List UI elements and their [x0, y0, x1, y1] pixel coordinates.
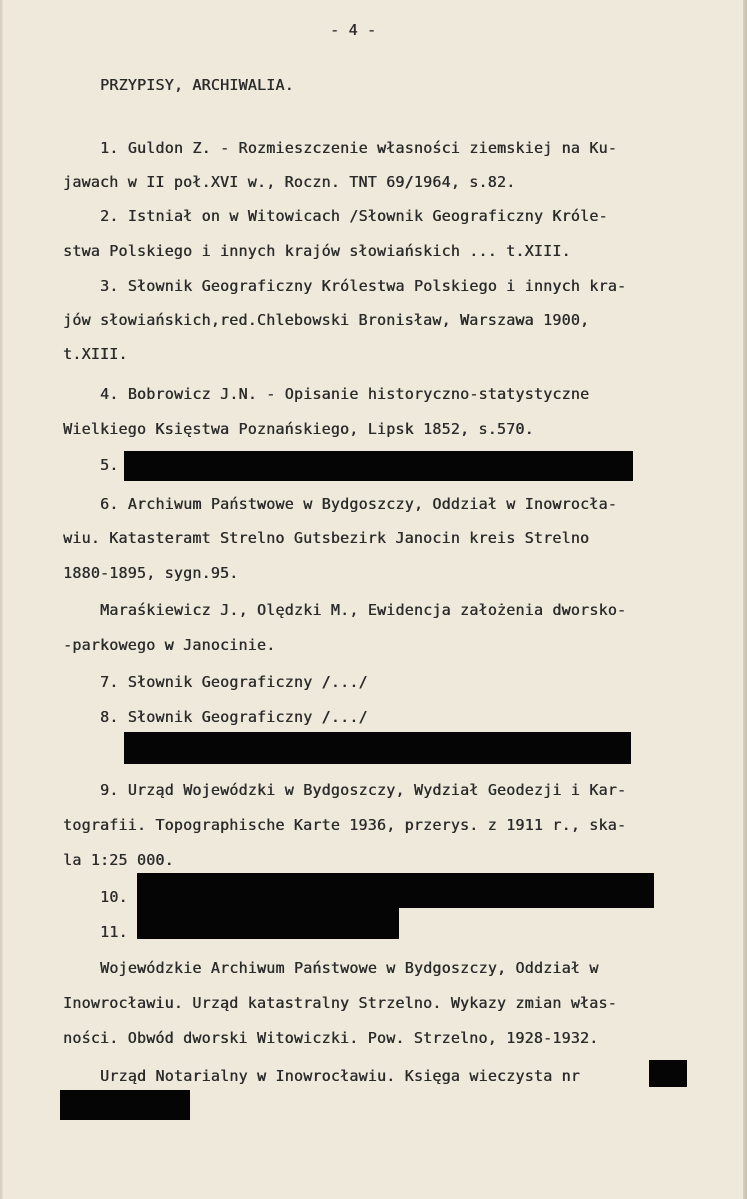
footnote-6-line-3: 1880-1895, sygn.95.: [63, 564, 239, 582]
footnote-11-line-1: Wojewódzkie Archiwum Państwowe w Bydgoszczy, Oddział w: [100, 959, 599, 977]
footnote-11-line-3: ności. Obwód dworski Witowiczki. Pow. Strzelno, 1928-1932.: [63, 1029, 599, 1047]
footnote-2-line-2: stwa Polskiego i innych krajów słowiańskich ... t.XIII.: [63, 242, 571, 260]
redaction-bar: [124, 732, 631, 764]
footnote-6-line-5: -parkowego w Janocinie.: [63, 636, 276, 654]
footnote-9-line-2: tografii. Topographische Karte 1936, przerys. z 1911 r., ska-: [63, 816, 627, 834]
footnote-11-number: 11.: [100, 923, 128, 941]
redaction-bar: [60, 1090, 190, 1120]
footnote-9-line-3: la 1:25 000.: [63, 851, 174, 869]
redaction-bar: [124, 451, 633, 481]
footnote-8: 8. Słownik Geograficzny /.../: [100, 708, 368, 726]
footnote-6-line-4: Maraśkiewicz J., Olędzki M., Ewidencja założenia dworsko-: [100, 601, 627, 619]
redaction-bar: [649, 1060, 687, 1087]
footnote-3-line-2: jów słowiańskich,red.Chlebowski Bronisław, Warszawa 1900,: [63, 311, 590, 329]
footnote-9-line-1: 9. Urząd Wojewódzki w Bydgoszczy, Wydział Geodezji i Kar-: [100, 781, 627, 799]
footnote-1-line-1: 1. Guldon Z. - Rozmieszczenie własności ziemskiej na Ku-: [100, 139, 617, 157]
footnote-1-line-2: jawach w II poł.XVI w., Roczn. TNT 69/1964, s.82.: [63, 173, 516, 191]
footnote-11-line-2: Inowrocławiu. Urząd katastralny Strzelno. Wykazy zmian włas-: [63, 994, 617, 1012]
footnote-3-line-3: t.XIII.: [63, 345, 128, 363]
footnote-4-line-2: Wielkiego Księstwa Poznańskiego, Lipsk 1852, s.570.: [63, 420, 534, 438]
footnote-3-line-1: 3. Słownik Geograficzny Królestwa Polskiego i innych kra-: [100, 277, 627, 295]
footnote-10-number: 10.: [100, 888, 128, 906]
footnote-6-line-2: wiu. Katasteramt Strelno Gutsbezirk Janocin kreis Strelno: [63, 529, 590, 547]
footnote-4-line-1: 4. Bobrowicz J.N. - Opisanie historyczno-statystyczne: [100, 385, 590, 403]
page-right-edge: [743, 0, 747, 1199]
section-heading: PRZYPISY, ARCHIWALIA.: [100, 76, 294, 94]
footnote-11-line-4: Urząd Notarialny w Inowrocławiu. Księga wieczysta nr: [100, 1067, 580, 1085]
footnote-7: 7. Słownik Geograficzny /.../: [100, 673, 368, 691]
footnote-2-line-1: 2. Istniał on w Witowicach /Słownik Geograficzny Króle-: [100, 207, 608, 225]
redaction-bar: [137, 873, 654, 908]
footnote-6-line-1: 6. Archiwum Państwowe w Bydgoszczy, Oddział w Inowrocła-: [100, 495, 617, 513]
footnote-5-number: 5.: [100, 456, 119, 474]
redaction-bar: [137, 906, 399, 939]
page-left-edge: [0, 0, 3, 1199]
page-number: - 4 -: [330, 21, 377, 39]
